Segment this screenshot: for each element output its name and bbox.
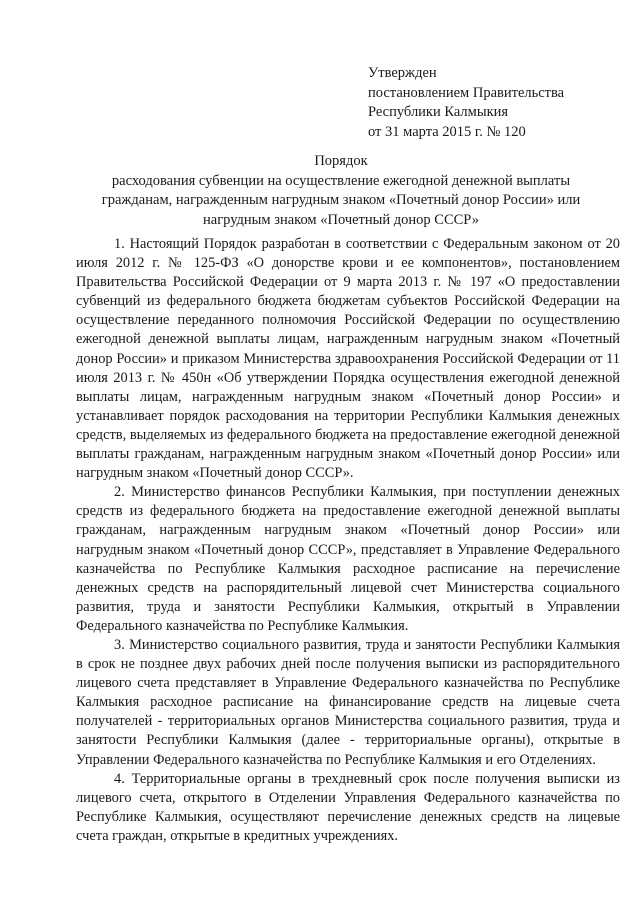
title-line-4: нагрудным знаком «Почетный донор СССР» (203, 211, 479, 228)
paragraph-2: 2. Министерство финансов Республики Калмыкия, при поступлении денежных средств из федерального бюджета на предоставление ежегодной денежной выплаты гражданам, награжденным нагрудным знаком «Почетный донор России» или нагрудным знаком «Почетный донор СССР», представляет в Управление Федерального казначейства по Республике Калмыкия расходное расписание на перечисление денежных средств на распорядительный лицевой счет Министерства социального развития, труда и занятости Республики Калмыкия, открытый в Управлении Федерального казначейства по Республике Калмыкия. (76, 484, 620, 634)
document-title (60, 152, 622, 230)
paragraph-4: 4. Территориальные органы в трехдневный срок после получения выписки из лицевого счета, открытого в Отделении Управления Федерального казначейства по Республике Калмыкия, осуществляют перечисление денежных средств на лицевые счета граждан, открытые в кредитных учреждениях. (76, 770, 620, 844)
document-body (76, 235, 620, 846)
approval-stamp (368, 64, 628, 142)
approval-line-4: от 31 марта 2015 г. № 120 (368, 123, 526, 140)
paragraph-1: 1. Настоящий Порядок разработан в соответствии с Федеральным законом от 20 июля 2012 г. № 125-ФЗ «О донорстве крови и ее компонентов», постановлением Правительства Российской Федерации от 9 марта 2013 г. № 197 «О предоставлении субвенций из федерального бюджета бюджетам субъектов Российской Федерации на осуществление переданного полномочия Российской Федерации по осуществлению ежегодной денежной выплаты лицам, награжденным нагрудным знаком «Почетный донор России» и приказом Министерства здравоохранения Российской Федерации от 11 июля 2013 г. № 450н «Об утверждении Порядка осуществления ежегодной денежной выплаты лицам, награжденным нагрудным знаком «Почетный донор России» и устанавливает порядок расходования на территории Республики Калмыкия денежных средств, выделяемых из федерального бюджета на предоставление ежегодной денежной выплаты гражданам, награжденным нагрудным знаком «Почетный донор России» или нагрудным знаком «Почетный донор СССР». (76, 236, 620, 482)
title-line-1: Порядок (314, 153, 368, 169)
approval-line-1: Утвержден (368, 65, 437, 81)
approval-line-2: постановлением Правительства (368, 84, 565, 101)
paragraph-3: 3. Министерство социального развития, труда и занятости Республики Калмыкия в срок не позднее двух рабочих дней после получения выписки из распорядительного лицевого счета представляет в Управление Федерального казначейства по Республике Калмыкия расходное расписание на финансирование средств на лицевые счета получателей - территориальных органов Министерства социального развития, труда и занятости Республики Калмыкия (далее - территориальные органы), открытые в Управлении Федерального казначейства по Республике Калмыкия и его Отделениях. (76, 636, 620, 768)
title-line-3: гражданам, награжденным нагрудным знаком «Почетный донор России» или (101, 192, 581, 208)
title-line-2: расходования субвенции на осуществление ежегодной денежной выплаты (111, 172, 571, 189)
approval-line-3: Республики Калмыкия (368, 104, 509, 120)
